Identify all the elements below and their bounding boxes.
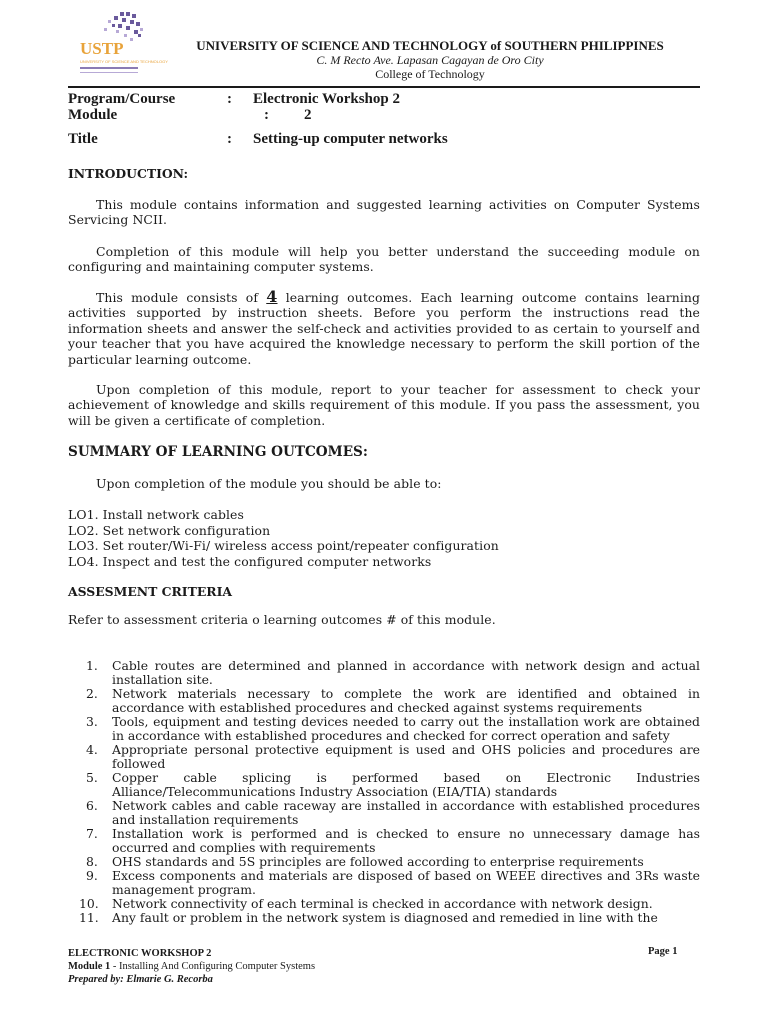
criterion-text: Appropriate personal protective equipment is used and OHS policies and procedures are followed	[112, 742, 700, 771]
criterion-item	[68, 687, 700, 715]
criterion-number: 9.	[86, 868, 98, 883]
summary-lead: Upon completion of the module you should be able to:	[96, 476, 442, 491]
program-value: Electronic Workshop 2	[253, 91, 400, 107]
criterion-item	[68, 869, 700, 897]
module-label: Module	[68, 107, 118, 123]
criterion-number: 4.	[86, 742, 98, 757]
university-address: C. M Recto Ave. Lapasan Cagayan de Oro City	[316, 53, 544, 67]
criterion-text: Network materials necessary to complete the work are identified and obtained in accordance with established procedures and checked against systems requirements	[112, 686, 700, 715]
footer-module-text: - Installing And Configuring Computer Systems	[110, 961, 316, 972]
criterion-item	[68, 799, 700, 827]
criterion-number: 1.	[86, 658, 98, 673]
intro-paragraph-3	[68, 289, 700, 367]
summary-heading: SUMMARY OF LEARNING OUTCOMES:	[68, 444, 368, 460]
criterion-item	[68, 897, 700, 911]
criterion-text: Installation work is performed and is checked to ensure no unnecessary damage has occurred and complies with requirements	[112, 826, 700, 855]
criterion-text: Tools, equipment and testing devices needed to carry out the installation work are obtained in accordance with established procedures and checked for correct operation and safety	[112, 714, 700, 743]
assessment-heading: ASSESMENT CRITERIA	[68, 584, 232, 599]
logo-wordmark: USTP	[80, 39, 124, 58]
assessment-lead: Refer to assessment criteria o learning outcomes # of this module.	[68, 612, 496, 627]
criterion-item	[68, 659, 700, 687]
criterion-item	[68, 715, 700, 743]
title-colon: :	[227, 131, 232, 147]
p3-before: This module consists of	[96, 290, 259, 305]
criterion-text: Any fault or problem in the network system is diagnosed and remedied in line with the	[112, 910, 658, 925]
criterion-item	[68, 771, 700, 799]
criterion-number: 6.	[86, 798, 98, 813]
header-divider	[68, 86, 700, 88]
criterion-number: 5.	[86, 770, 98, 785]
program-label: Program/Course	[68, 91, 176, 107]
criterion-item	[68, 911, 700, 925]
criterion-item	[68, 827, 700, 855]
learning-outcome: LO4. Inspect and test the configured computer networks	[68, 553, 432, 569]
intro-paragraph-1: This module contains information and suggested learning activities on Computer Systems Servicing NCII.	[68, 197, 700, 228]
criterion-number: 11.	[79, 910, 99, 925]
footer-prepared-by: Prepared by: Elmarie G. Recorba	[68, 974, 213, 985]
footer-page-number: Page 1	[648, 946, 678, 957]
assessment-criteria-list	[68, 659, 700, 925]
learning-outcome: LO1. Install network cables	[68, 507, 244, 522]
learning-outcome: LO3. Set router/Wi-Fi/ wireless access point/repeater configuration	[68, 538, 499, 554]
program-colon: :	[227, 91, 232, 107]
footer-course: ELECTRONIC WORKSHOP 2	[68, 948, 212, 959]
footer-module	[68, 961, 315, 972]
ustp-logo	[76, 10, 168, 80]
criterion-text: Cable routes are determined and planned in accordance with network design and actual installation site.	[112, 658, 700, 687]
criterion-text: Network connectivity of each terminal is checked in accordance with network design.	[112, 896, 653, 911]
college-name: College of Technology	[375, 67, 485, 81]
intro-paragraph-2: Completion of this module will help you better understand the succeeding module on configuring and maintaining computer systems.	[68, 244, 700, 275]
learning-outcomes-list	[68, 507, 700, 569]
module-value: 2	[304, 107, 312, 123]
criterion-text: Copper cable splicing is performed based on Electronic Industries Alliance/Telecommunications Industry Association (EIA/TIA) standards	[112, 770, 700, 799]
university-name: UNIVERSITY OF SCIENCE AND TECHNOLOGY of SOUTHERN PHILIPPINES	[196, 38, 664, 53]
criterion-item	[68, 855, 700, 869]
introduction-heading: INTRODUCTION:	[68, 166, 189, 181]
criterion-number: 3.	[86, 714, 98, 729]
criterion-number: 2.	[86, 686, 98, 701]
module-colon: :	[264, 107, 269, 123]
criterion-text: OHS standards and 5S principles are followed according to enterprise requirements	[112, 854, 644, 869]
criterion-number: 10.	[79, 896, 99, 911]
footer-module-label: Module 1	[68, 961, 111, 972]
criterion-item	[68, 743, 700, 771]
criterion-number: 7.	[86, 826, 98, 841]
intro-paragraph-4: Upon completion of this module, report to your teacher for assessment to check your achievement of knowledge and skills requirement of this module. If you pass the assessment, you will be given a certificate of completion.	[68, 382, 700, 428]
criterion-text: Excess components and materials are disposed of based on WEEE directives and 3Rs waste management program.	[112, 868, 700, 897]
learning-outcome: LO2. Set network configuration	[68, 522, 271, 538]
criterion-number: 8.	[86, 854, 98, 869]
title-label: Title	[68, 131, 98, 147]
title-value: Setting-up computer networks	[253, 131, 448, 147]
criterion-text: Network cables and cable raceway are installed in accordance with established procedures and installation requirements	[112, 798, 700, 827]
outcome-count: 4	[266, 287, 278, 306]
logo-subtext: UNIVERSITY OF SCIENCE AND TECHNOLOGY	[80, 59, 168, 64]
p3-after: learning outcomes. Each learning outcome contains learning activities supported by instruction sheets. Before you perform the instructions read the information sheets and answer the self-check and activities provided to as certain to yourself and your teacher that you have acquired the knowledge necessary to perform the skill portion of the particular learning outcome.	[68, 290, 701, 367]
